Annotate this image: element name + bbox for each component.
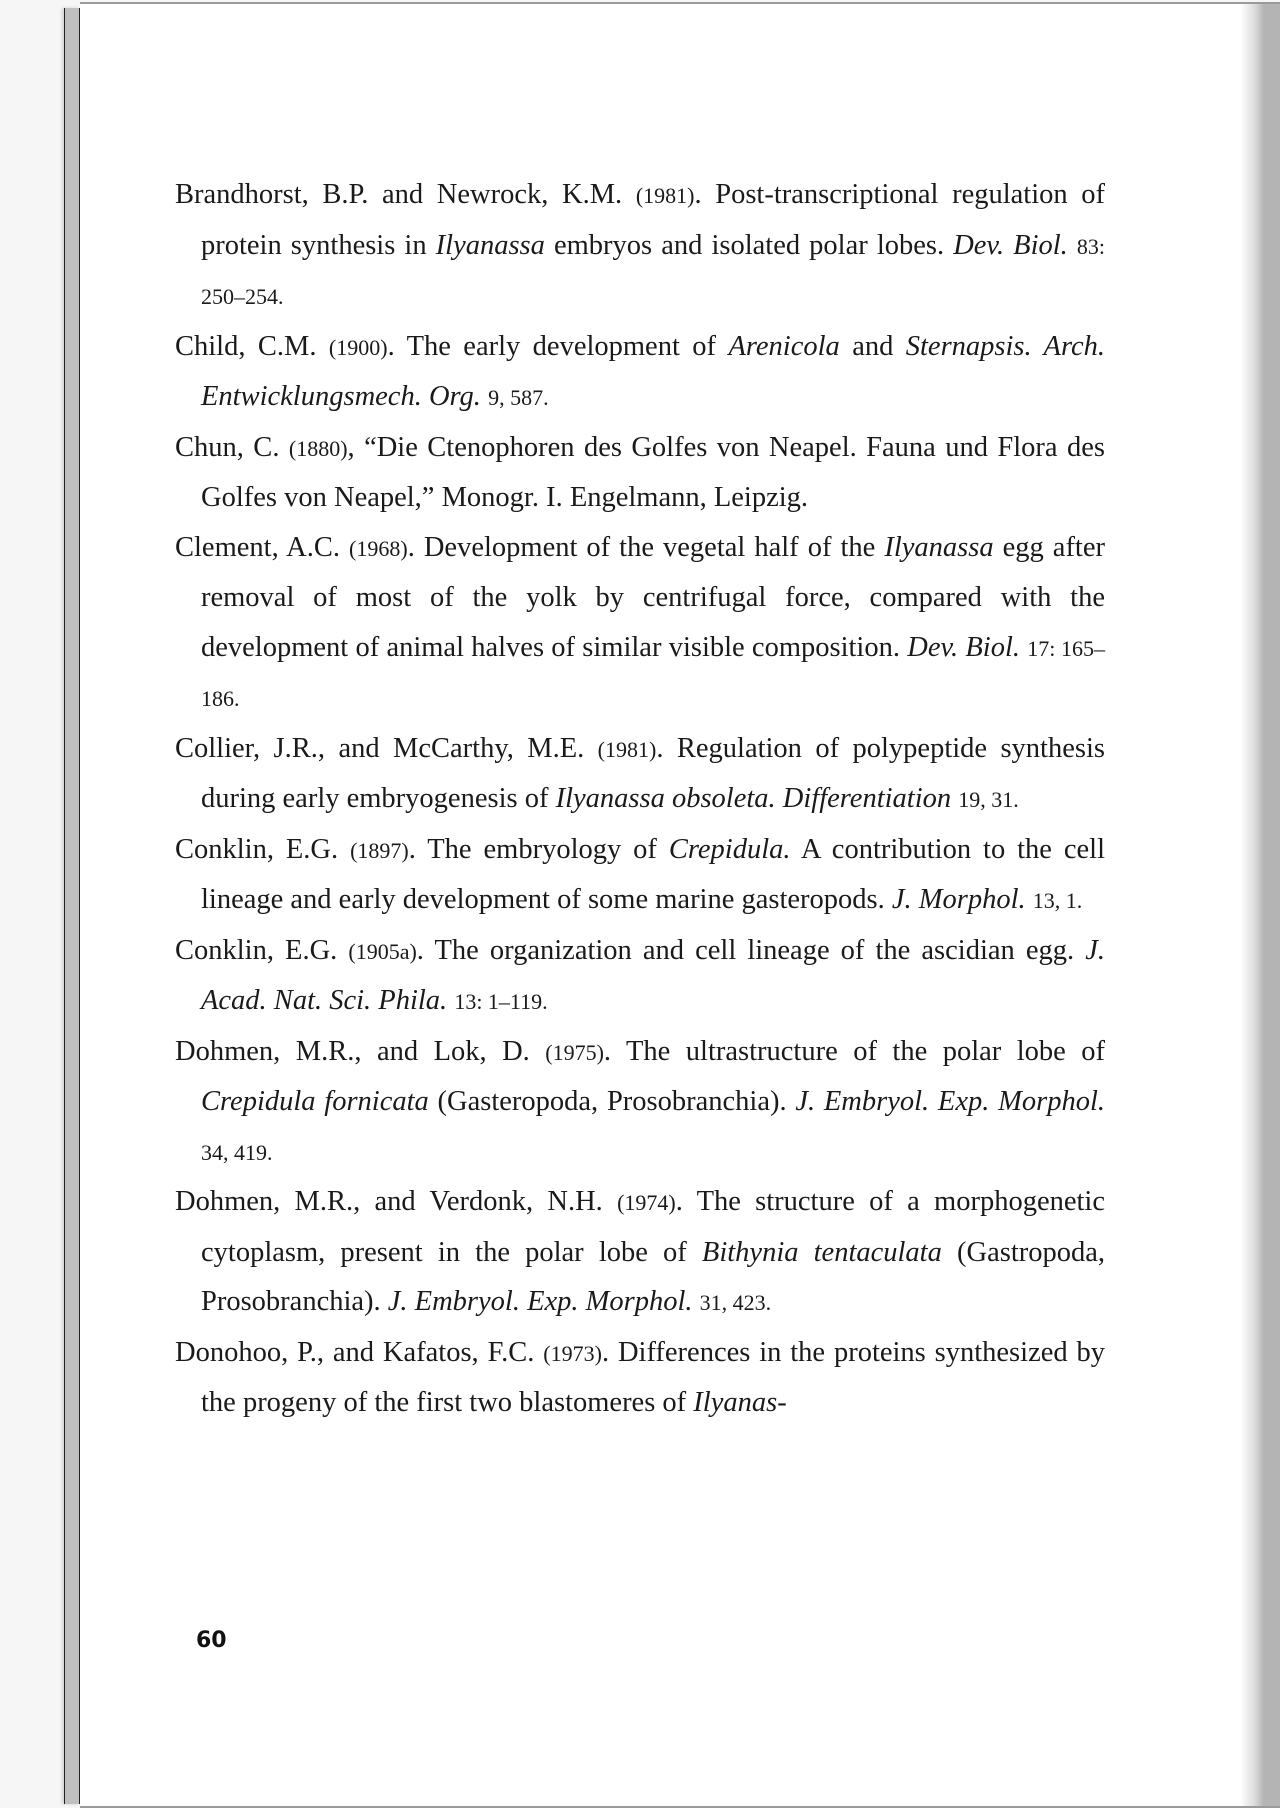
reference-text [481, 381, 488, 412]
reference-italic-text: Bithynia tentaculata [701, 1236, 942, 1268]
reference-entry [175, 825, 1105, 926]
reference-text: . The ultrastructure of the polar lobe of [603, 1035, 1106, 1067]
reference-number-text: (1974) [617, 1190, 676, 1215]
reference-text: . Regulation of polypeptide synthesis during early embryogenesis of [201, 732, 1105, 814]
reference-text: embryos and isolated polar lobes. [544, 229, 954, 261]
reference-number-text: (1905a) [348, 938, 417, 964]
reference-text: Donohoo, P., and Kafatos, F.C. [175, 1336, 544, 1368]
reference-number-text: (1973) [543, 1340, 602, 1366]
reference-entry [175, 423, 1105, 523]
reference-text: . The early development of [387, 330, 729, 362]
reference-text: Conklin, E.G. [175, 934, 349, 966]
reference-italic-text: Ilyanassa [435, 229, 545, 261]
reference-number-text: 9, 587. [488, 385, 549, 410]
reference-number-text: 19, 31. [958, 787, 1019, 812]
reference-text: . The embryology of [408, 833, 669, 865]
reference-italic-text: Crepidula. [668, 833, 791, 865]
reference-number-text: 13: 1–119. [454, 989, 548, 1014]
reference-entry [175, 523, 1105, 724]
reference-text: . Differences in the proteins synthesized by the progeny of the first two blastomeres of [201, 1336, 1105, 1418]
page-number: 60 [196, 1628, 227, 1653]
reference-number-text: 13, 1. [1032, 888, 1083, 913]
reference-text: Collier, J.R., and McCarthy, M.E. [175, 732, 598, 764]
reference-italic-text: Ilyanassa obsoleta. Differentiation [555, 783, 952, 814]
page-right-shadow [1240, 4, 1280, 1806]
reference-number-text: (1981) [635, 183, 695, 208]
reference-italic-text: Ilyanas- [693, 1387, 787, 1418]
reference-text: . The structure of a morphogenetic cytoplasm, present in the polar lobe of [201, 1186, 1105, 1268]
reference-text: (Gastropoda, Prosobranchia). [201, 1236, 1105, 1317]
reference-text: Clement, A.C. [175, 531, 350, 563]
reference-entry [175, 322, 1105, 423]
reference-number-text: 83: 250–254. [201, 233, 1105, 309]
reference-text: and [839, 330, 906, 362]
reference-italic-text: J. Embryol. Exp. Morphol. [795, 1086, 1105, 1117]
reference-text: (Gasteropoda, Prosobranchia). [428, 1086, 796, 1117]
reference-text: . The organization and cell lineage of the ascidian egg. [416, 934, 1086, 966]
reference-number-text: 17: 165–186. [201, 635, 1105, 711]
reference-number-text: (1897) [350, 837, 409, 863]
reference-text [1026, 884, 1033, 915]
reference-text [693, 1286, 700, 1317]
reference-text: , “Die Ctenophoren des Golfes von Neapel. Fauna und Flora des Golfes von Neapel,” Monogr. I. Engelmann, Leipzig. [201, 431, 1105, 513]
reference-italic-text: Dev. Biol. [953, 229, 1068, 261]
reference-entry [175, 1027, 1105, 1178]
reference-entry [175, 1328, 1105, 1428]
reference-number-text: (1880) [288, 435, 348, 461]
reference-italic-text: J. Acad. Nat. Sci. Phila. [201, 934, 1105, 1016]
reference-italic-text: J. Embryol. Exp. Morphol. [387, 1286, 693, 1317]
reference-number-text: (1975) [545, 1039, 604, 1065]
reference-entry [175, 926, 1105, 1027]
reference-text: A contribution to the cell lineage and early development of some marine gasteropods. [201, 833, 1106, 915]
reference-text: Child, C.M. [175, 330, 329, 362]
book-spine-edge [64, 8, 80, 1804]
reference-text: Dohmen, M.R., and Lok, D. [175, 1035, 546, 1067]
reference-italic-text: Sternapsis. Arch. Entwicklungsmech. Org. [201, 330, 1106, 412]
reference-entry [175, 724, 1105, 825]
reference-entry [175, 170, 1105, 322]
reference-italic-text: Ilyanassa [884, 531, 994, 563]
reference-text: . Development of the vegetal half of the [407, 531, 885, 563]
reference-number-text: 31, 423. [699, 1290, 772, 1315]
reference-number-text: (1900) [328, 334, 388, 360]
reference-list [175, 170, 1105, 1428]
reference-number-text: (1968) [349, 535, 408, 561]
reference-text: . Post-transcriptional regulation of protein synthesis in [201, 179, 1105, 261]
reference-number-text: (1981) [597, 736, 657, 762]
reference-entry [175, 1177, 1105, 1328]
reference-text [1068, 230, 1077, 261]
reference-text: Conklin, E.G. [175, 833, 351, 865]
reference-italic-text: Arenicola [728, 330, 840, 362]
reference-text: Dohmen, M.R., and Verdonk, N.H. [175, 1186, 618, 1217]
reference-italic-text: Crepidula fornicata [201, 1086, 429, 1117]
reference-text: Brandhorst, B.P. and Newrock, K.M. [175, 179, 636, 210]
reference-text: egg after removal of most of the yolk by centrifugal force, compared with the development of animal halves of similar visible composition. [201, 531, 1105, 663]
reference-italic-text: Dev. Biol. [907, 631, 1020, 663]
reference-italic-text: J. Morphol. [891, 884, 1026, 915]
reference-number-text: 34, 419. [201, 1139, 273, 1165]
reference-text: Chun, C. [175, 431, 289, 463]
